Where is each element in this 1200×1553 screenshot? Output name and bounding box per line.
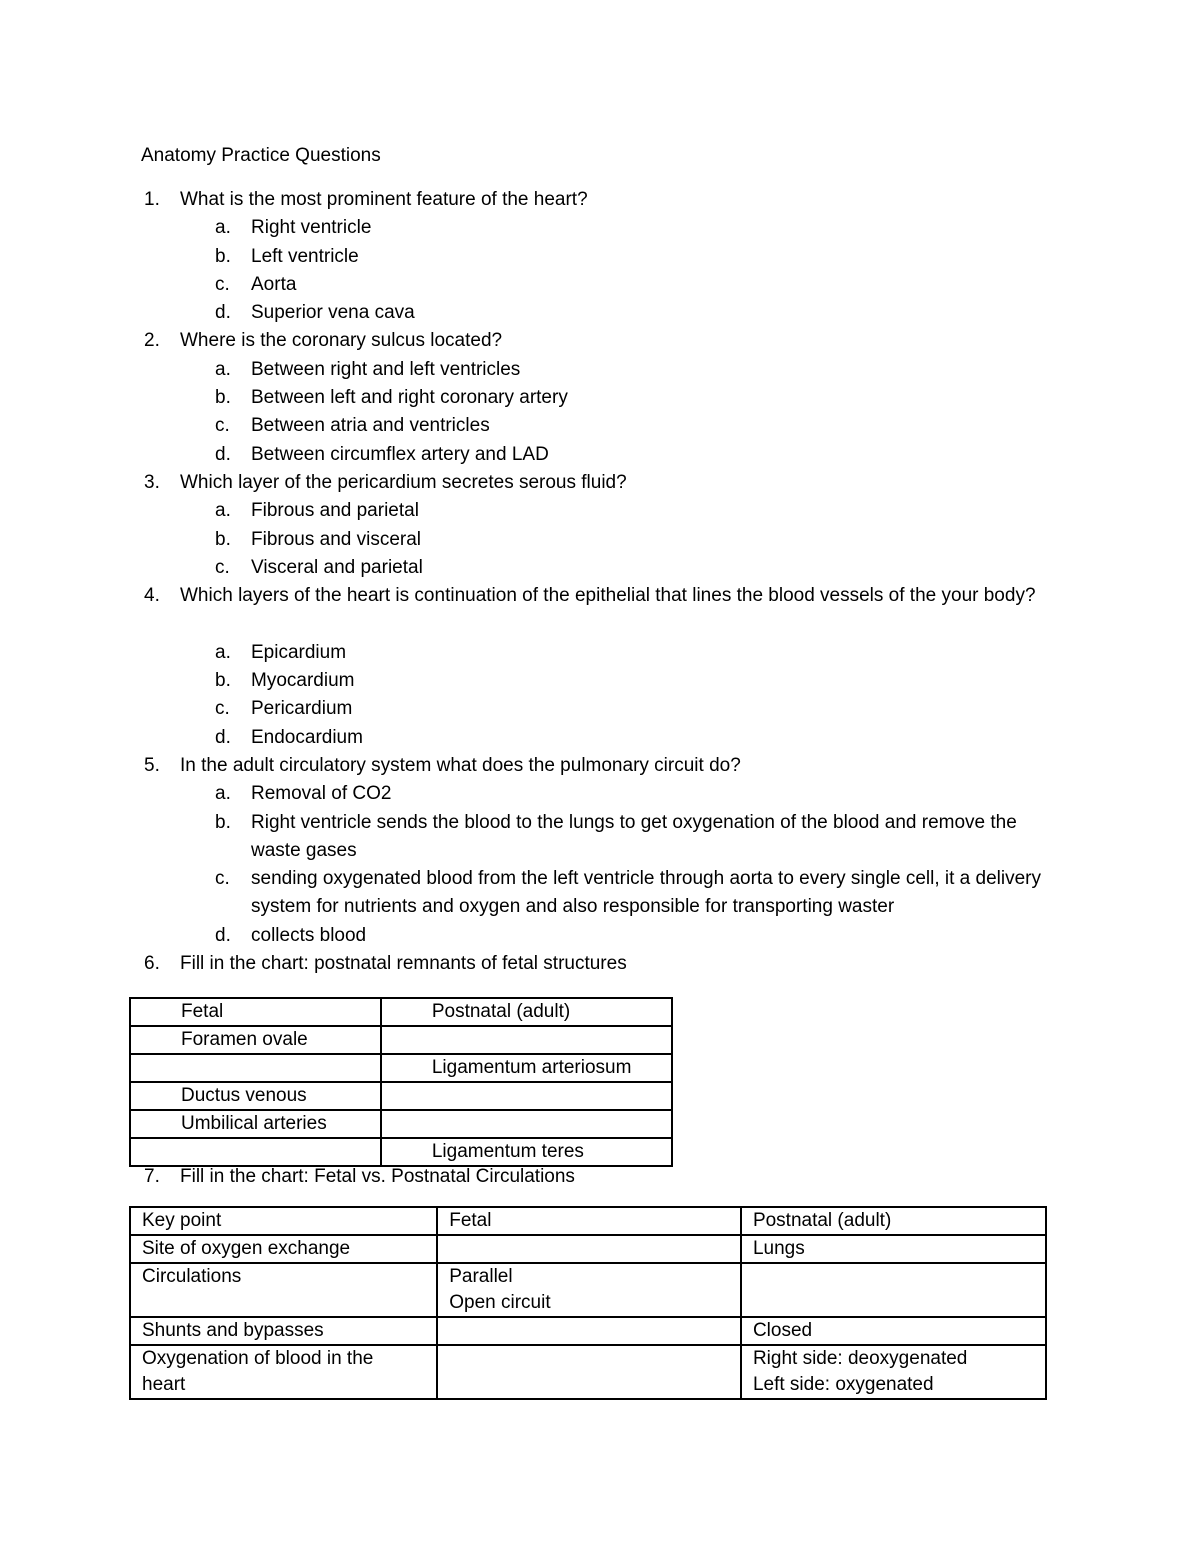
table-cell (381, 1110, 672, 1138)
cell-text: Parallel (449, 1266, 513, 1287)
question-number: 1. (144, 189, 160, 210)
table-cell (130, 1345, 437, 1399)
table-header-row (130, 1207, 1046, 1235)
table-cell (130, 1110, 381, 1138)
question-text: In the adult circulatory system what does the pulmonary circuit do? (180, 754, 741, 776)
question-list (141, 186, 1071, 978)
question-text: Fill in the chart: postnatal remnants of fetal structures (180, 953, 627, 975)
question-4 (141, 582, 1071, 639)
cell-text: Key point (142, 1210, 222, 1231)
option-text: Left ventricle (251, 245, 359, 267)
answer-option (141, 554, 1071, 582)
cell-text: Fetal (181, 1001, 224, 1022)
option-text: Right ventricle (251, 217, 372, 239)
answer-option (141, 695, 1071, 723)
option-text: Pericardium (251, 698, 353, 720)
option-letter: a. (215, 783, 231, 805)
table-cell (130, 1263, 437, 1317)
option-text: Aorta (251, 273, 297, 295)
option-text: Between left and right coronary artery (251, 387, 568, 409)
table-cell (381, 1082, 672, 1110)
cell-text: Circulations (142, 1266, 242, 1287)
cell-text: Postnatal (adult) (752, 1210, 892, 1231)
answer-option (141, 412, 1071, 440)
cell-text: Ductus venous (181, 1085, 307, 1106)
answer-option (141, 214, 1071, 242)
option-letter: a. (215, 217, 231, 239)
answer-option (141, 243, 1071, 271)
table-cell (130, 1054, 381, 1082)
table-cell (741, 1317, 1046, 1345)
option-text: Epicardium (251, 641, 347, 663)
question-text: Which layer of the pericardium secretes serous fluid? (180, 471, 627, 493)
answer-option (141, 497, 1071, 525)
option-text: Fibrous and parietal (251, 500, 419, 522)
question-number: 3. (144, 471, 160, 493)
cell-text: Ligamentum teres (431, 1141, 584, 1162)
table-row (130, 1054, 672, 1082)
table-cell (381, 1054, 672, 1082)
question-text: Where is the coronary sulcus located? (180, 330, 503, 352)
table-cell (381, 1026, 672, 1054)
answer-option (141, 384, 1071, 412)
option-letter: b. (215, 528, 231, 550)
table-cell (437, 1235, 741, 1263)
cell-text: Lungs (752, 1238, 805, 1259)
question-text: Which layers of the heart is continuation of the epithelial that lines the blood vessels of the your body? (180, 585, 1036, 607)
option-text: Fibrous and visceral (251, 528, 422, 550)
option-letter: a. (215, 500, 231, 522)
answer-option (141, 724, 1071, 752)
option-text: Visceral and parietal (251, 556, 423, 578)
table-row (130, 1263, 1046, 1317)
cell-text: Ligamentum arteriosum (431, 1057, 632, 1078)
option-text: Right ventricle sends the blood to the lungs to get oxygenation of the blood and remove the waste gases (251, 811, 1017, 861)
cell-text: Shunts and bypasses (142, 1320, 324, 1341)
table-row (130, 1082, 672, 1110)
cell-text: Left side: oxygenated (752, 1374, 934, 1395)
answer-option (141, 441, 1071, 469)
option-letter: a. (215, 358, 231, 380)
question-number: 4. (144, 585, 160, 607)
option-text: Myocardium (251, 670, 355, 692)
option-letter: a. (215, 641, 231, 663)
option-letter: c. (215, 273, 230, 295)
answer-option (141, 526, 1071, 554)
cell-text: Postnatal (adult) (431, 1001, 571, 1022)
option-letter: d. (215, 924, 231, 946)
cell-text: Fetal (449, 1210, 492, 1231)
option-text: Between circumflex artery and LAD (251, 443, 549, 465)
question-6 (141, 950, 1071, 978)
table-cell (130, 1138, 381, 1166)
question-1 (141, 186, 1071, 214)
table-cell (130, 1235, 437, 1263)
cell-text: Closed (752, 1320, 813, 1341)
cell-text: Site of oxygen exchange (142, 1238, 351, 1259)
table-cell (130, 1026, 381, 1054)
option-text: Endocardium (251, 726, 363, 748)
table-header-cell (437, 1207, 741, 1235)
circulation-comparison-table (129, 1206, 1047, 1400)
option-letter: d. (215, 302, 231, 324)
table-cell (437, 1345, 741, 1399)
table-cell (741, 1263, 1046, 1317)
option-letter: d. (215, 726, 231, 748)
option-text: Between right and left ventricles (251, 358, 521, 380)
option-letter: b. (215, 245, 231, 267)
option-letter: d. (215, 443, 231, 465)
table-cell (741, 1345, 1046, 1399)
question-text: What is the most prominent feature of the heart? (180, 189, 588, 210)
question-number: 2. (144, 330, 160, 352)
table-row (130, 1026, 672, 1054)
table-cell (437, 1263, 741, 1317)
answer-option (141, 922, 1071, 950)
option-text: Superior vena cava (251, 302, 415, 324)
answer-option (141, 780, 1071, 808)
option-letter: c. (215, 556, 230, 578)
option-text: sending oxygenated blood from the left ventricle through aorta to every single cell, it a delivery system for nutrients and oxygen and also responsible for transporting waster (251, 868, 1042, 918)
table-row (130, 1138, 672, 1166)
option-text: collects blood (251, 924, 367, 946)
question-7-block (141, 1163, 1071, 1191)
cell-text: Open circuit (449, 1292, 551, 1313)
table-row (130, 1110, 672, 1138)
fetal-remnants-table (129, 997, 673, 1167)
option-text: Between atria and ventricles (251, 415, 490, 437)
answer-option (141, 271, 1071, 299)
question-text: Fill in the chart: Fetal vs. Postnatal Circulations (180, 1166, 575, 1187)
question-number: 7. (144, 1166, 160, 1187)
table-row (130, 1345, 1046, 1399)
table-header-cell (130, 1207, 437, 1235)
table-cell (741, 1235, 1046, 1263)
table-row (130, 1235, 1046, 1263)
option-letter: c. (215, 868, 230, 890)
table-row (130, 1317, 1046, 1345)
answer-option (141, 809, 1071, 866)
question-7 (141, 1163, 1071, 1191)
answer-option (141, 299, 1071, 327)
question-2 (141, 327, 1071, 355)
answer-option (141, 356, 1071, 384)
cell-text: Oxygenation of blood in the (142, 1348, 374, 1369)
option-letter: c. (215, 415, 230, 437)
table-cell (130, 1317, 437, 1345)
table-header-cell (381, 998, 672, 1026)
question-3 (141, 469, 1071, 497)
table-cell (437, 1317, 741, 1345)
table-header-row (130, 998, 672, 1026)
question-number: 5. (144, 754, 160, 776)
option-letter: b. (215, 670, 231, 692)
cell-text: heart (142, 1374, 186, 1395)
option-letter: b. (215, 811, 231, 833)
option-text: Removal of CO2 (251, 783, 392, 805)
table-header-cell (130, 998, 381, 1026)
answer-option (141, 667, 1071, 695)
option-letter: c. (215, 698, 230, 720)
option-letter: b. (215, 387, 231, 409)
cell-text: Foramen ovale (181, 1029, 308, 1050)
question-number: 6. (144, 953, 160, 975)
table-header-cell (741, 1207, 1046, 1235)
answer-option (141, 639, 1071, 667)
cell-text: Right side: deoxygenated (752, 1348, 968, 1369)
table-cell (130, 1082, 381, 1110)
document-title: Anatomy Practice Questions (141, 145, 381, 166)
cell-text: Umbilical arteries (181, 1113, 327, 1134)
table-cell (381, 1138, 672, 1166)
answer-option (141, 865, 1071, 922)
question-5 (141, 752, 1071, 780)
